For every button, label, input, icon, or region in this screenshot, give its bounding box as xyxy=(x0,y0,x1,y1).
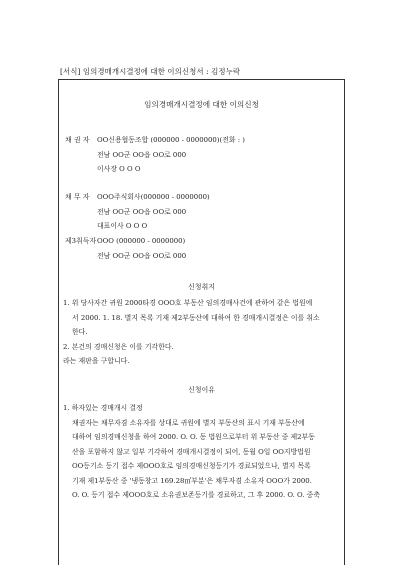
document-frame xyxy=(58,79,345,565)
creditor-representative-line: 이사장 O O O xyxy=(97,165,141,173)
creditor-block xyxy=(65,133,245,177)
form-caption: [서식] 임의경매개시결정에 대한 이의신청서 : 김정누락 xyxy=(60,67,241,76)
third-owner-address-line: 전남 OO군 OO읍 OO로 000 xyxy=(97,251,187,260)
purpose-line: 라는 재판을 구합니다. xyxy=(63,357,130,365)
reasons-line: O. O. 등기 접수 제OOO호로 소유권보존등기를 경료하고, 그 후 2000. O. O. 중축 xyxy=(72,491,320,499)
purpose-body xyxy=(63,296,341,369)
debtor-name-line: OOO주식회사(000000 - 0000000) xyxy=(97,193,210,201)
purpose-line: 1. 위 당사자간 귀원 2000타경 OOO호 부동산 임의경매사건에 관하여 같은 법원에 xyxy=(63,299,313,307)
reasons-line: 대하여 임의경매신청을 하여 2000. O. O. 동 법원으로부터 위 부동산 중 제2부동 xyxy=(72,433,315,441)
creditor-name-line: OO신용협동조합 (000000 - 0000000)(전화 : ) xyxy=(97,136,245,144)
creditor-address-line: 전남 OO군 OO읍 OO로 000 xyxy=(97,150,187,159)
third-owner-name-line: OOO (000000 - 0000000) xyxy=(97,237,186,245)
reasons-body xyxy=(63,401,341,503)
purpose-line: 한다. xyxy=(72,328,88,336)
debtor-block xyxy=(65,190,210,234)
reasons-line: 기재 제1부동산 중 '냉동창고 169.28㎡부분'은 채무자겸 소유자 OOO가 2000. xyxy=(72,476,312,485)
purpose-line: 서 2000. 1. 18. 별지 목록 기재 제2부동산에 대하여 한 경매개시결정은 이를 취소 xyxy=(72,313,320,322)
third-owner-role-label: 제3취득자 xyxy=(65,237,97,245)
reasons-line: 채권자는 채무자겸 소유자를 상대로 귀원에 별지 부동산의 표시 기재 부동산에 xyxy=(72,418,305,427)
document-title: 임의경매개시결정에 대한 이의신청 xyxy=(144,100,259,109)
reasons-line: OO등기소 등기 접수 제OOO호로 임의경매신청등기가 경료되었으나, 별지 목록 xyxy=(72,462,311,470)
debtor-representative-line: 대표이사 O O O xyxy=(97,222,148,230)
debtor-role-label: 채 무 자 xyxy=(65,193,90,201)
reasons-line: 1. 하자있는 경매개시 결정 xyxy=(63,404,143,412)
purpose-heading: 신청취지 xyxy=(187,283,216,291)
purpose-line: 2. 본건의 경매신청은 이를 기각한다. xyxy=(63,342,174,351)
debtor-address-line: 전남 OO군 OO읍 OO로 000 xyxy=(97,207,187,216)
reasons-line: 산을 포함하지 않고 일부 기각하여 경매개시결정이 되어, 동월 O일 OO지방법원 xyxy=(72,447,311,456)
creditor-role-label: 채 권 자 xyxy=(65,136,90,144)
reasons-heading: 신청이유 xyxy=(187,386,216,394)
third-owner-block xyxy=(65,234,186,263)
